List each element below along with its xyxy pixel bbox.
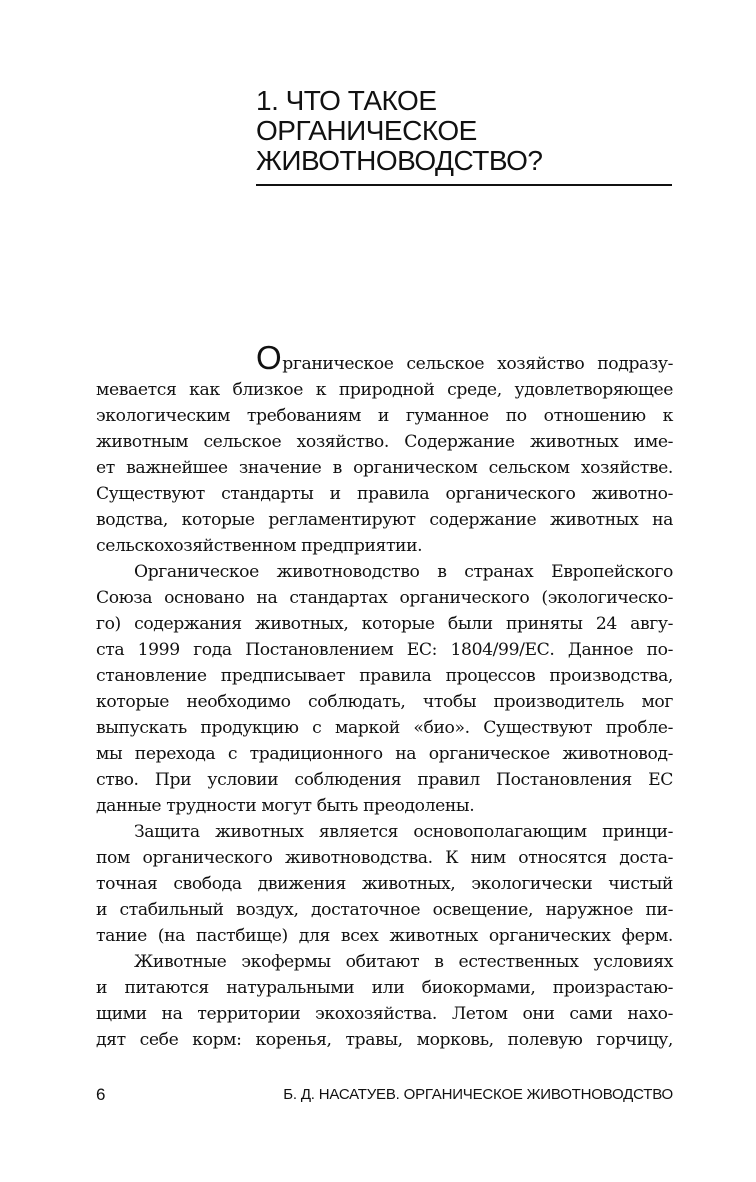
text-line: животным сельское хозяйство. Содержание животных име- bbox=[96, 432, 673, 452]
paragraph-2 bbox=[96, 559, 673, 819]
heading-rule bbox=[256, 184, 672, 186]
text-line: Существуют стандарты и правила органического животно- bbox=[96, 484, 673, 504]
body-text bbox=[96, 339, 673, 1053]
text-line: мевается как близкое к природной среде, удовлетворяющее bbox=[96, 380, 673, 400]
text-line: Защита животных является основополагающим принци- bbox=[134, 822, 673, 842]
text-line: и стабильный воздух, достаточное освещение, наружное пи- bbox=[96, 900, 673, 920]
text-line: точная свобода движения животных, экологически чистый bbox=[96, 874, 673, 894]
running-title: Б. Д. НАСАТУЕВ. ОРГАНИЧЕСКОЕ ЖИВОТНОВОДСТВО bbox=[283, 1086, 673, 1103]
text-line: пом органического животноводства. К ним относятся доста- bbox=[96, 848, 673, 868]
text-line: данные трудности могут быть преодолены. bbox=[96, 796, 475, 816]
text-line: щими на территории экохозяйства. Летом они сами нахо- bbox=[96, 1004, 673, 1024]
page-footer bbox=[96, 1084, 673, 1106]
text-line: тание (на пастбище) для всех животных органических ферм. bbox=[96, 926, 673, 946]
chapter-heading-line: ЖИВОТНОВОДСТВО? bbox=[256, 145, 543, 176]
text-line: мы перехода с традиционного на органическое животновод- bbox=[96, 744, 673, 764]
text-line: Союза основано на стандартах органического (экологическо- bbox=[96, 588, 673, 608]
text-line: Органическое животноводство в странах Европейского bbox=[134, 562, 673, 582]
paragraph-4 bbox=[96, 949, 673, 1053]
chapter-heading-line: ОРГАНИЧЕСКОЕ bbox=[256, 115, 477, 146]
paragraph-1 bbox=[96, 339, 673, 559]
text-line: водства, которые регламентируют содержание животных на bbox=[96, 510, 673, 530]
text-line: становление предписывает правила процессов производства, bbox=[96, 666, 673, 686]
text-line: и питаются натуральными или биокормами, произрастаю- bbox=[96, 978, 673, 998]
chapter-heading-line: 1. ЧТО ТАКОЕ bbox=[256, 85, 437, 116]
text-line: Животные экофермы обитают в естественных условиях bbox=[134, 952, 673, 972]
text-line-content: рганическое сельское хозяйство подразу- bbox=[282, 354, 673, 374]
text-line bbox=[96, 339, 673, 377]
text-line: дят себе корм: коренья, травы, морковь, полевую горчицу, bbox=[96, 1030, 673, 1050]
paragraph-3 bbox=[96, 819, 673, 949]
text-line: выпускать продукцию с маркой «био». Существуют пробле- bbox=[96, 718, 673, 738]
text-line: сельскохозяйственном предприятии. bbox=[96, 536, 423, 556]
drop-cap: О bbox=[256, 339, 282, 376]
text-line: ство. При условии соблюдения правил Постановления ЕС bbox=[96, 770, 673, 790]
text-line: которые необходимо соблюдать, чтобы производитель мог bbox=[96, 692, 673, 712]
text-line: экологическим требованиям и гуманное по отношению к bbox=[96, 406, 673, 426]
chapter-heading bbox=[256, 86, 676, 176]
text-line: ет важнейшее значение в органическом сельском хозяйстве. bbox=[96, 458, 673, 478]
text-line: ста 1999 года Постановлением ЕС: 1804/99/ЕС. Данное по- bbox=[96, 640, 673, 660]
text-line: го) содержания животных, которые были приняты 24 авгу- bbox=[96, 614, 673, 634]
page-number: 6 bbox=[96, 1085, 106, 1104]
